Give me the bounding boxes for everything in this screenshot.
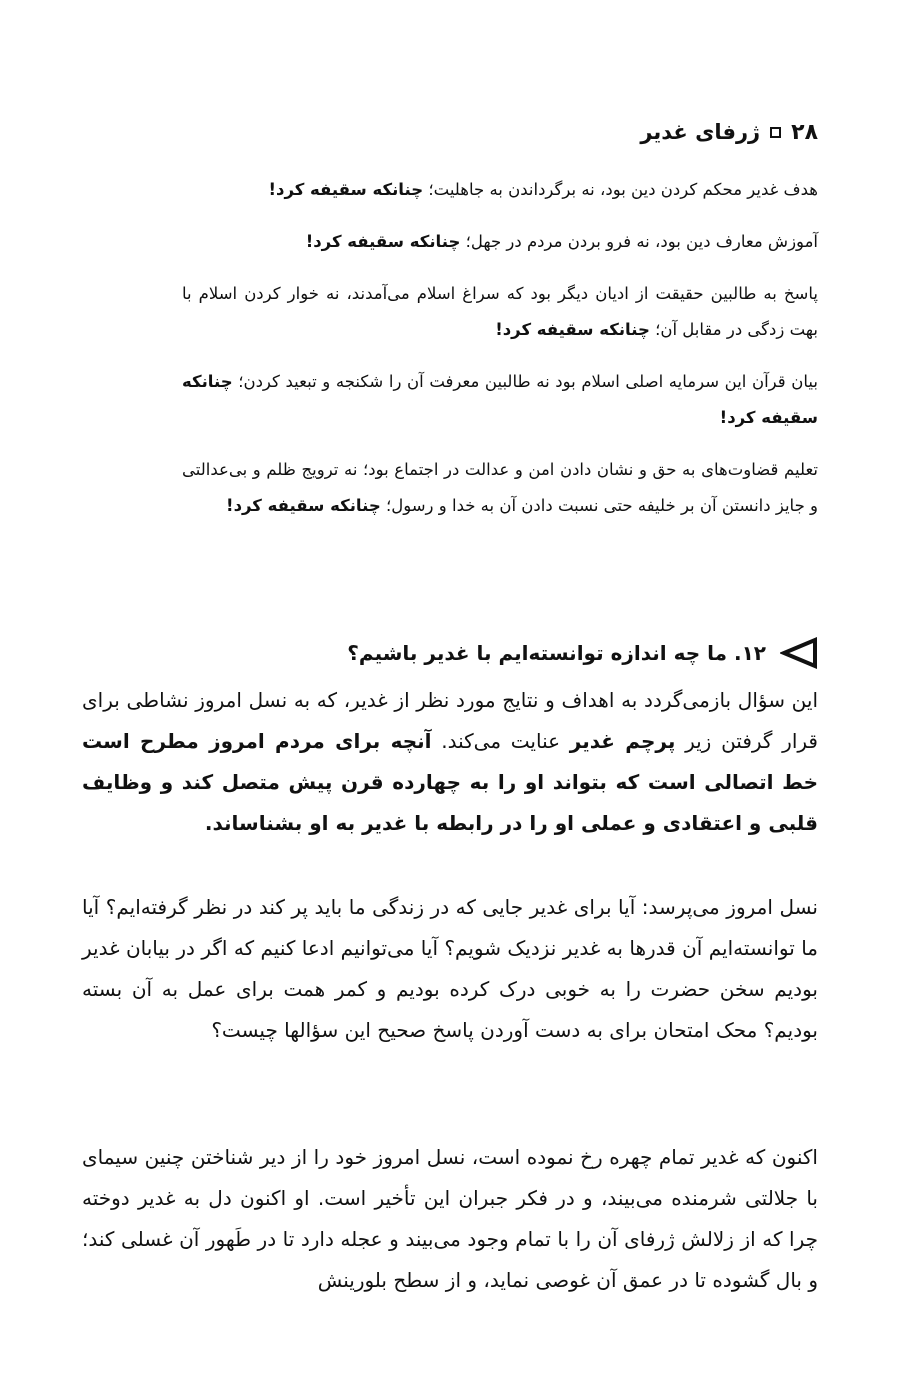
point-text: هدف غدیر محکم کردن دین بود، نه برگرداندن به جاهلیت؛ [423,180,818,199]
point-emphasis: چنانکه سقیفه کرد! [268,180,424,199]
point-text: آموزش معارف دین بود، نه فرو بردن مردم در جهل؛ [460,232,818,251]
point-emphasis: چنانکه سقیفه کرد! [182,372,818,427]
list-item [182,172,818,208]
paragraph: نسل امروز می‌پرسد: آیا برای غدیر جایی که در زندگی ما باید پر کند در نظر گرفته‌ایم؟ آیا ما توانسته‌ایم آن قدرها به غدیر نزدیک شویم؟ آیا می‌توانیم ادعا کنیم که اگر در بیابان غدیر بودیم سخن حضرت را به خوبی درک کرده بودیم و کمر همت برای عمل به آن بسته بودیم؟ محک امتحان برای به دست آوردن پاسخ صحیح این سؤالها چیست؟ [82,895,818,1042]
triangle-marker-icon [780,637,818,669]
point-text: پاسخ به طالبین حقیقت از ادیان دیگر بود که سراغ اسلام می‌آمدند، نه خوار کردن اسلام با بهت زدگی در مقابل آن؛ [182,284,818,339]
running-title: ژرفای غدیر [640,120,761,144]
point-emphasis: چنانکه سقیفه کرد! [226,496,381,515]
sqifa-points-list [182,172,818,540]
list-item [182,452,818,524]
paragraph-text: عنایت می‌کند. [431,729,570,753]
paragraph-text: این سؤال بازمی‌گردد به اهداف و نتایج مورد نظر از غدیر، که به نسل امروز نشاطی برای قرار گرفتن زیر [82,688,818,753]
paragraph-emphasis: پرچم غدیر [569,729,676,753]
page-number: ۲۸ [791,119,818,145]
point-emphasis: چنانکه سقیفه کرد! [305,232,461,251]
page-header [82,112,818,152]
point-emphasis: چنانکه سقیفه کرد! [495,320,650,339]
square-separator-icon [770,127,781,138]
section-heading [82,632,818,674]
point-text: بیان قرآن این سرمایه اصلی اسلام بود نه طالبین معرفت آن را شکنجه و تبعید کردن؛ [232,372,818,391]
list-item [182,364,818,436]
section-title: ۱۲. ما چه اندازه توانسته‌ایم با غدیر باشیم؟ [347,641,766,665]
paragraph-emphasis: آنچه برای مردم امروز مطرح است خط اتصالی است که بتواند او را به چهارده قرن پیش متصل کند و وظایف قلبی و اعتقادی و عملی او را در رابطه با غدیر به او بشناساند. [82,729,818,835]
paragraph [82,680,818,844]
list-item [182,224,818,260]
paragraph: اکنون که غدیر تمام چهره رخ نموده است، نسل امروز خود را از دیر شناختن چنین سیمای با جلالتی شرمنده می‌بیند، و در فکر جبران این تأخیر است. او اکنون دل به غدیر دوخته چرا که از زلالش ژرفای آن را با تمام وجود می‌بیند و عجله دارد تا در طَهور آن غسلی کند؛ و بال گشوده تا در عمق آن غوصی نماید، و از سطح بلورینش [82,1145,818,1292]
list-item [182,276,818,348]
point-text: تعلیم قضاوت‌های به حق و نشان دادن امن و عدالت در اجتماع بود؛ نه ترویج ظلم و بی‌عدالتی و جایز دانستن آن بر خلیفه حتی نسبت دادن آن به خدا و رسول؛ [182,460,818,515]
